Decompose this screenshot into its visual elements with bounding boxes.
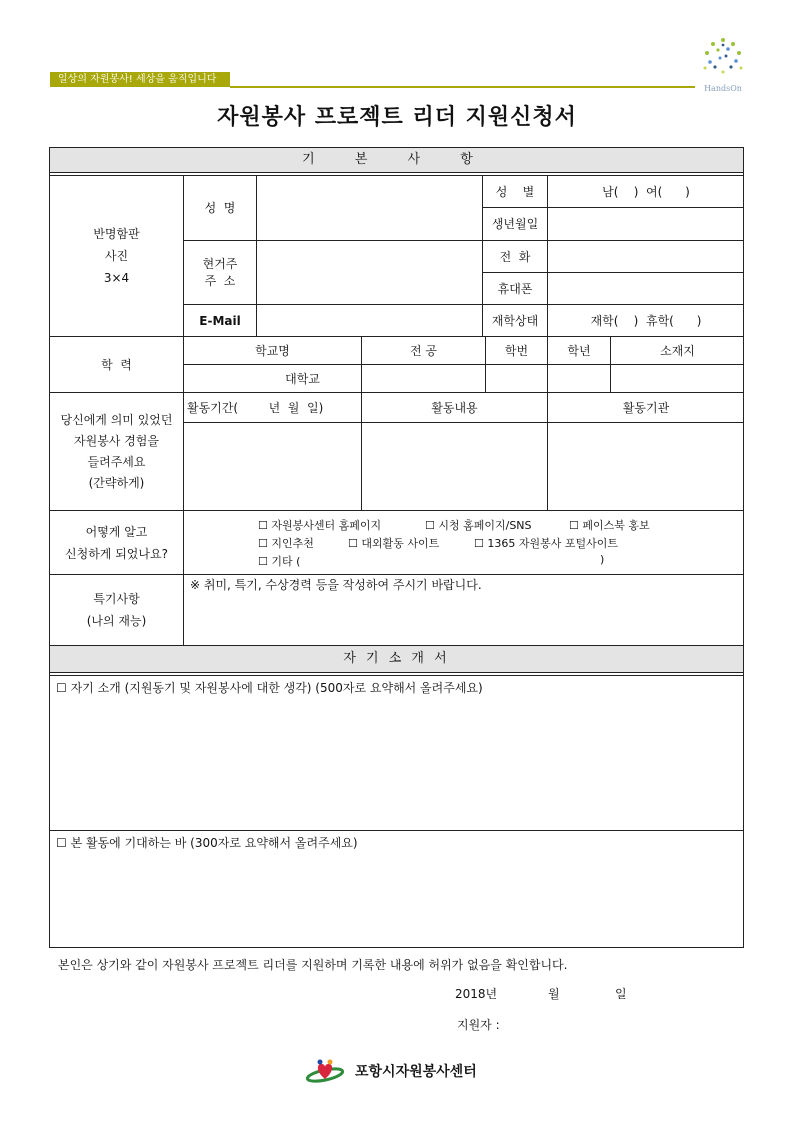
email-field[interactable] xyxy=(257,305,482,336)
enroll-options: 재학( ) 휴학( ) xyxy=(590,313,702,328)
edu-header-major: 전 공 xyxy=(410,343,437,358)
section-intro-header xyxy=(50,646,743,672)
page-title: 자원봉사 프로젝트 리더 지원신청서 xyxy=(217,105,577,130)
option-1365-portal[interactable]: ☐ 1365 자원봉사 포털사이트 xyxy=(474,537,618,550)
experience-label-line: 당신에게 의미 있었던 xyxy=(60,412,173,427)
mobile-label-text: 휴대폰 xyxy=(497,281,533,296)
mobile-field[interactable] xyxy=(548,273,744,304)
gender-options: 남( ) 여( ) xyxy=(602,184,690,199)
section-intro-title: 자 기 소 개 서 xyxy=(343,651,450,667)
experience-label xyxy=(50,393,183,510)
declaration-text: 본인은 상기와 같이 자원봉사 프로젝트 리더를 지원하며 기록한 내용에 허위가 없음을 확인합니다. xyxy=(58,958,568,972)
phone-label-text: 전 화 xyxy=(499,249,531,264)
address-label-line: 현거주 xyxy=(202,256,238,271)
phone-label xyxy=(483,241,547,272)
name-label xyxy=(184,176,256,240)
heart-orbit-logo-icon xyxy=(305,1059,347,1083)
expectation-answer-area[interactable] xyxy=(50,831,743,947)
edu-location-field[interactable] xyxy=(611,365,744,392)
phone-field[interactable] xyxy=(548,241,744,272)
birth-label-text: 생년월일 xyxy=(491,217,539,231)
enroll-field[interactable] xyxy=(548,305,744,336)
birth-field[interactable] xyxy=(548,208,744,240)
edu-major-field[interactable] xyxy=(362,365,485,392)
gender-label-text: 성 별 xyxy=(495,184,535,199)
education-label-text: 학 력 xyxy=(101,357,132,372)
edu-grade-field[interactable] xyxy=(548,365,610,392)
logo-text: HandsOn xyxy=(704,84,742,93)
option-facebook[interactable]: ☐ 페이스북 홍보 xyxy=(569,519,650,532)
name-label-text: 성 명 xyxy=(204,201,236,215)
option-referral[interactable]: ☐ 지인추천 xyxy=(258,537,314,550)
exp-header-org: 활동기관 xyxy=(622,400,670,415)
edu-student-id-field[interactable] xyxy=(486,365,547,392)
how-label-line: 신청하게 되었나요? xyxy=(65,546,168,561)
expectation-question: ☐ 본 활동에 기대하는 바 (300자로 요약해서 올려주세요) xyxy=(56,836,358,850)
divider xyxy=(49,672,744,673)
option-other[interactable]: ☐ 기타 ( xyxy=(258,555,301,568)
special-label xyxy=(50,575,183,645)
address-field[interactable] xyxy=(257,241,482,304)
org-name: 포항시자원봉사센터 xyxy=(355,1064,477,1080)
email-label-text: E-Mail xyxy=(199,313,241,328)
exp-period-field[interactable] xyxy=(184,423,361,510)
date-month[interactable]: 월 xyxy=(548,987,560,1001)
special-label-line: (나의 재능) xyxy=(86,614,147,628)
photo-label: 사진 xyxy=(104,249,129,263)
name-field[interactable] xyxy=(257,176,482,240)
org-logo xyxy=(305,1058,495,1084)
section-basic-title: 기 본 사 항 xyxy=(302,152,491,168)
enroll-label-text: 재학상태 xyxy=(491,313,539,328)
photo-size: 3×4 xyxy=(103,271,130,285)
intro-question: ☐ 자기 소개 (지원동기 및 자원봉사에 대한 생각) (500자로 요약해서 올려주세요) xyxy=(56,681,483,695)
exp-content-field[interactable] xyxy=(362,423,547,510)
option-external-site[interactable]: ☐ 대외활동 사이트 xyxy=(348,537,440,550)
photo-label: 반명함판 xyxy=(93,227,140,241)
special-label-line: 특기사항 xyxy=(93,592,140,606)
experience-label-line: 들려주세요 xyxy=(87,454,146,469)
experience-label-line: 자원봉사 경험을 xyxy=(74,433,159,448)
handson-logo xyxy=(698,36,748,94)
gender-label xyxy=(483,176,547,207)
email-label xyxy=(184,305,256,336)
intro-answer-area[interactable] xyxy=(50,676,743,830)
how-label-line: 어떻게 알고 xyxy=(85,524,148,539)
header-divider xyxy=(230,86,695,88)
gender-field[interactable] xyxy=(548,176,744,207)
mobile-label xyxy=(483,273,547,304)
address-label xyxy=(184,241,256,304)
how-label xyxy=(50,511,183,574)
address-label-line: 주 소 xyxy=(204,273,236,288)
enroll-label xyxy=(483,305,547,336)
exp-header-content: 활동내용 xyxy=(431,400,478,415)
applicant-signature[interactable]: 지원자 : xyxy=(457,1018,500,1032)
photo-placeholder[interactable] xyxy=(50,176,183,336)
education-label xyxy=(50,337,183,392)
option-other-close: ) xyxy=(600,553,605,566)
exp-header-period-text: 활동기간( 년 월 일) xyxy=(187,400,324,415)
divider xyxy=(49,172,744,173)
date-day[interactable]: 일 xyxy=(615,987,627,1001)
birth-label xyxy=(483,208,547,240)
experience-label-line: (간략하게) xyxy=(88,475,145,490)
edu-header-location: 소재지 xyxy=(660,343,695,358)
edu-header-grade: 학년 xyxy=(567,343,591,358)
special-note: ※ 취미, 특기, 수상경력 등을 작성하여 주시기 바랍니다. xyxy=(190,578,482,592)
exp-org-field[interactable] xyxy=(548,423,744,510)
option-center-homepage[interactable]: ☐ 자원봉사센터 홈페이지 xyxy=(258,519,382,532)
date-year: 2018년 xyxy=(455,987,498,1001)
edu-header-school: 학교명 xyxy=(255,343,290,358)
exp-header-period xyxy=(184,393,361,422)
edu-header-student-id: 학번 xyxy=(504,343,529,358)
section-basic-header xyxy=(50,148,743,172)
slogan-banner: 일상의 자원봉사! 세상을 움직입니다 xyxy=(50,72,230,87)
dotted-tree-logo-icon xyxy=(698,36,748,80)
edu-school-suffix: 대학교 xyxy=(285,371,320,386)
edu-school-field[interactable] xyxy=(184,365,361,392)
option-city-sns[interactable]: ☐ 시청 홈페이지/SNS xyxy=(425,519,532,532)
special-field[interactable] xyxy=(184,575,744,645)
